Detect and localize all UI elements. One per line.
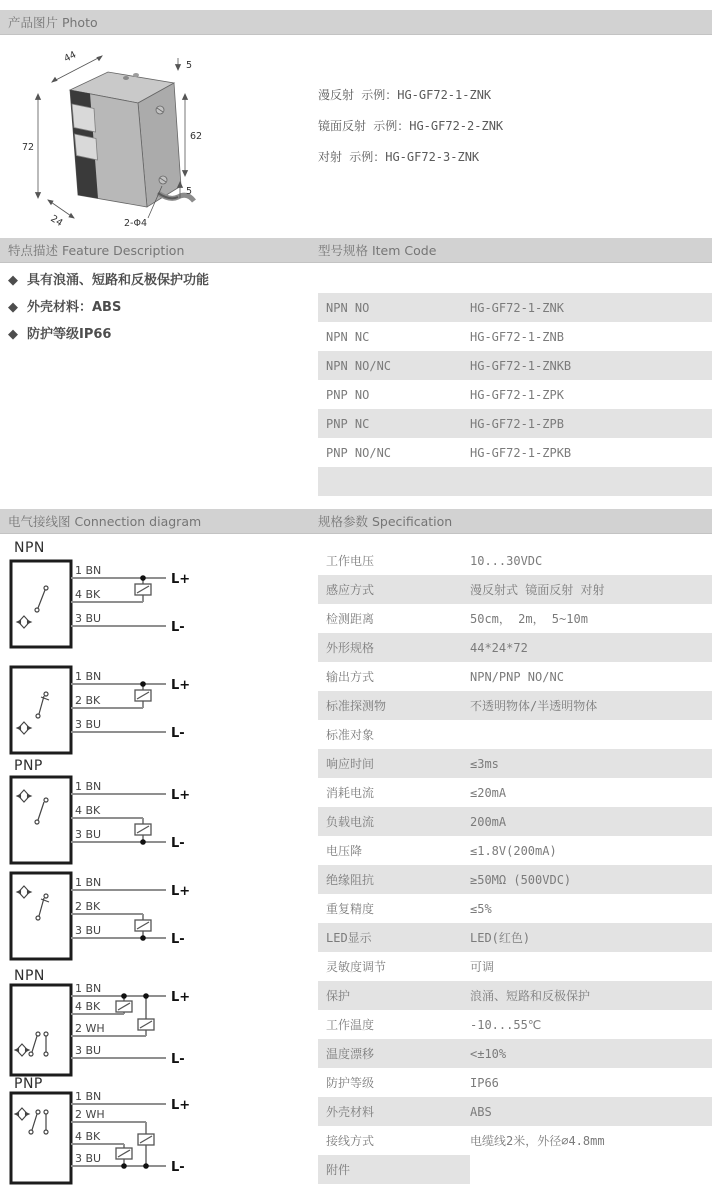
wire-label: 1 BN xyxy=(75,670,102,683)
wire-label: 1 BN xyxy=(75,564,102,577)
wire-label: 1 BN xyxy=(75,876,102,889)
junction-dot xyxy=(143,993,149,999)
example-diffuse: 漫反射 示例：HG-GF72-1-ZNK xyxy=(318,88,492,102)
section-bar-features-itemcode xyxy=(0,238,712,263)
section-title-photo: 产品图片 Photo xyxy=(8,15,98,30)
dim-5-bottom-label: 5 xyxy=(186,186,193,197)
output-type: NPN NC xyxy=(326,329,370,344)
feature-text: 具有浪涌、短路和反极保护功能 xyxy=(27,273,210,288)
power-rail-plus: L+ xyxy=(171,678,191,693)
spec-value: 浪涌、短路和反极保护 xyxy=(470,989,591,1003)
spec-row xyxy=(318,865,712,894)
output-type: PNP NO/NC xyxy=(326,445,392,460)
junction-dot xyxy=(121,1163,127,1169)
led-indicator-2 xyxy=(133,73,139,77)
section-title-features: 特点描述 Feature Description xyxy=(8,243,185,258)
diagram5-title: NPN xyxy=(14,968,45,984)
section-title-specification: 规格参数 Specification xyxy=(318,514,453,529)
spec-label: 负载电流 xyxy=(326,815,375,829)
output-type: PNP NO xyxy=(326,387,370,402)
spec-value: ≥50MΩ (500VDC) xyxy=(470,872,572,887)
product-drawing xyxy=(8,46,220,232)
diamond-bullet-icon: ◆ xyxy=(8,300,18,315)
wire-label: 2 WH xyxy=(75,1022,105,1035)
spec-label: 标准探测物 xyxy=(326,699,387,713)
dim-72-label: 72 xyxy=(22,142,35,153)
spec-row xyxy=(318,575,712,604)
item-code-row xyxy=(318,409,712,438)
model-examples xyxy=(318,88,503,181)
spec-row xyxy=(318,633,712,662)
item-code-row xyxy=(318,293,712,322)
spec-row xyxy=(318,923,712,952)
feature-text: 外壳材料：ABS xyxy=(27,300,122,315)
section-title-item-code: 型号规格 Item Code xyxy=(318,243,437,258)
wire-label: 3 BU xyxy=(75,828,102,841)
spec-value: ≤3ms xyxy=(470,756,499,771)
diagram1-title: NPN xyxy=(14,540,45,556)
spec-value: 可调 xyxy=(470,960,495,974)
output-type: NPN NO xyxy=(326,300,370,315)
dim-24-label: 24 xyxy=(48,213,65,229)
spec-row xyxy=(318,981,712,1010)
spec-label: 检测距离 xyxy=(326,612,375,626)
spec-label: 接线方式 xyxy=(326,1134,375,1148)
spec-label: 附件 xyxy=(318,1155,470,1184)
spec-label: 外壳材料 xyxy=(326,1105,375,1119)
spec-label: 响应时间 xyxy=(326,757,375,771)
junction-dot xyxy=(140,839,146,845)
wire-label: 4 BK xyxy=(75,1000,101,1013)
wire-label: 3 BU xyxy=(75,1152,102,1165)
spec-value: 漫反射式 镜面反射 对射 xyxy=(470,583,605,597)
item-code-row xyxy=(318,438,712,467)
wire-label: 4 BK xyxy=(75,804,101,817)
wire-label: 3 BU xyxy=(75,924,102,937)
feature-text: 防护等级IP66 xyxy=(27,327,112,342)
spec-label: 工作电压 xyxy=(326,554,375,568)
wire-label: 2 WH xyxy=(75,1108,105,1121)
item-code xyxy=(470,467,712,496)
output-type: NPN NO/NC xyxy=(326,358,392,373)
spec-value: 10...30VDC xyxy=(470,553,543,568)
spec-value: ≤1.8V(200mA) xyxy=(470,843,557,858)
spec-label: 标准对象 xyxy=(326,728,375,742)
wiring-diagram-pnp-nc xyxy=(8,870,208,962)
spec-row xyxy=(318,952,712,981)
diagram6-title: PNP xyxy=(14,1076,43,1092)
spec-row xyxy=(318,546,712,575)
dim-62-label: 62 xyxy=(190,131,203,142)
spec-label: 感应方式 xyxy=(326,583,375,597)
junction-dot xyxy=(140,575,146,581)
wiring-diagram-npn-no xyxy=(8,558,208,650)
section-bar-connection-spec xyxy=(0,509,712,534)
wire-label: 2 BK xyxy=(75,900,101,913)
spec-row xyxy=(318,1126,712,1155)
power-rail-plus: L+ xyxy=(171,572,191,587)
spec-value: -10...55℃ xyxy=(470,1017,542,1032)
example-throughbeam: 对射 示例：HG-GF72-3-ZNK xyxy=(318,150,480,164)
wire-label: 2 BK xyxy=(75,694,101,707)
item-code: HG-GF72-1-ZPK xyxy=(470,387,564,402)
wire-label: 3 BU xyxy=(75,612,102,625)
feature-item xyxy=(8,328,308,342)
dim-holes-label: 2-Φ4 xyxy=(124,218,147,229)
wire-label: 1 BN xyxy=(75,1090,102,1103)
item-code-row xyxy=(318,322,712,351)
spec-value: 44*24*72 xyxy=(470,640,528,655)
section-title-connection: 电气接线图 Connection diagram xyxy=(8,514,202,529)
spec-value: 电缆线2米，外径∅4.8mm xyxy=(470,1134,605,1148)
spec-label: 工作温度 xyxy=(326,1018,375,1032)
item-code: HG-GF72-1-ZNB xyxy=(470,329,564,344)
sensor-lens-top xyxy=(72,104,96,132)
spec-value: ≤20mA xyxy=(470,785,507,800)
junction-dot xyxy=(143,1163,149,1169)
sensor-lens-bottom xyxy=(75,134,98,160)
spec-label: 消耗电流 xyxy=(326,786,375,800)
spec-row xyxy=(318,662,712,691)
spec-value: <±10% xyxy=(470,1046,507,1061)
spec-value: 不透明物体/半透明物体 xyxy=(470,699,598,713)
junction-dot xyxy=(140,935,146,941)
wiring-diagram-npn-nonc xyxy=(8,982,208,1078)
wire-label: 4 BK xyxy=(75,588,101,601)
spec-label: 温度漂移 xyxy=(326,1047,375,1061)
power-rail-minus: L- xyxy=(171,620,185,635)
item-code-table xyxy=(318,293,712,496)
power-rail-plus: L+ xyxy=(171,1098,191,1113)
power-rail-minus: L- xyxy=(171,836,185,851)
spec-label: LED显示 xyxy=(326,931,372,945)
wire-label: 4 BK xyxy=(75,1130,101,1143)
wire-label: 3 BU xyxy=(75,1044,102,1057)
item-code-row-empty xyxy=(318,467,712,496)
spec-value: 50cm， 2m， 5~10m xyxy=(470,612,588,626)
spec-row xyxy=(318,749,712,778)
spec-value: LED(红色) xyxy=(470,931,531,945)
spec-value: 200mA xyxy=(470,814,507,829)
spec-row xyxy=(318,1097,712,1126)
spec-row xyxy=(318,691,712,720)
power-rail-minus: L- xyxy=(171,726,185,741)
specification-table xyxy=(318,546,712,1184)
spec-row xyxy=(318,894,712,923)
spec-row xyxy=(318,836,712,865)
junction-dot xyxy=(121,993,127,999)
item-code-row xyxy=(318,351,712,380)
wire-label: 1 BN xyxy=(75,780,102,793)
power-rail-plus: L+ xyxy=(171,788,191,803)
wiring-diagram-pnp-nonc xyxy=(8,1090,208,1186)
spec-value: ≤5% xyxy=(470,901,492,916)
wiring-diagram-pnp-no xyxy=(8,774,208,866)
item-code-row xyxy=(318,380,712,409)
power-rail-minus: L- xyxy=(171,1052,185,1067)
feature-item xyxy=(8,301,308,315)
wire-label: 3 BU xyxy=(75,718,102,731)
dim-44-label: 44 xyxy=(62,49,79,65)
spec-label: 输出方式 xyxy=(326,670,375,684)
spec-value: NPN/PNP NO/NC xyxy=(470,669,564,684)
spec-row xyxy=(318,1039,712,1068)
spec-row xyxy=(318,778,712,807)
led-indicator xyxy=(123,76,129,80)
power-rail-minus: L- xyxy=(171,932,185,947)
spec-label: 灵敏度调节 xyxy=(326,960,387,974)
diamond-bullet-icon: ◆ xyxy=(8,273,18,288)
item-code: HG-GF72-1-ZNK xyxy=(470,300,564,315)
spec-row xyxy=(318,604,712,633)
spec-value xyxy=(470,720,712,749)
spec-value xyxy=(470,1155,712,1184)
spec-row xyxy=(318,1010,712,1039)
dim-5-top-label: 5 xyxy=(186,60,193,71)
output-type xyxy=(318,467,470,496)
power-rail-plus: L+ xyxy=(171,990,191,1005)
junction-dot xyxy=(140,681,146,687)
spec-label: 防护等级 xyxy=(326,1076,375,1090)
diamond-bullet-icon: ◆ xyxy=(8,327,18,342)
diagram3-title: PNP xyxy=(14,758,43,774)
section-bar-photo xyxy=(0,10,712,35)
spec-row xyxy=(318,720,712,749)
example-retroreflective: 镜面反射 示例：HG-GF72-2-ZNK xyxy=(318,119,504,133)
feature-list xyxy=(8,274,308,355)
item-code: HG-GF72-1-ZNKB xyxy=(470,358,572,373)
power-rail-plus: L+ xyxy=(171,884,191,899)
spec-row xyxy=(318,1068,712,1097)
spec-row xyxy=(318,807,712,836)
spec-label: 保护 xyxy=(326,989,351,1003)
spec-value: IP66 xyxy=(470,1075,499,1090)
spec-label: 电压降 xyxy=(326,844,363,858)
feature-item xyxy=(8,274,308,288)
output-type: PNP NC xyxy=(326,416,370,431)
item-code: HG-GF72-1-ZPKB xyxy=(470,445,572,460)
spec-value: ABS xyxy=(470,1104,492,1119)
wire-label: 1 BN xyxy=(75,982,102,995)
spec-label: 外形规格 xyxy=(326,641,375,655)
spec-label: 绝缘阻抗 xyxy=(326,873,375,887)
wiring-diagram-npn-nc xyxy=(8,664,208,756)
power-rail-minus: L- xyxy=(171,1160,185,1175)
spec-row xyxy=(318,1155,712,1184)
spec-label: 重复精度 xyxy=(326,902,375,916)
item-code: HG-GF72-1-ZPB xyxy=(470,416,564,431)
